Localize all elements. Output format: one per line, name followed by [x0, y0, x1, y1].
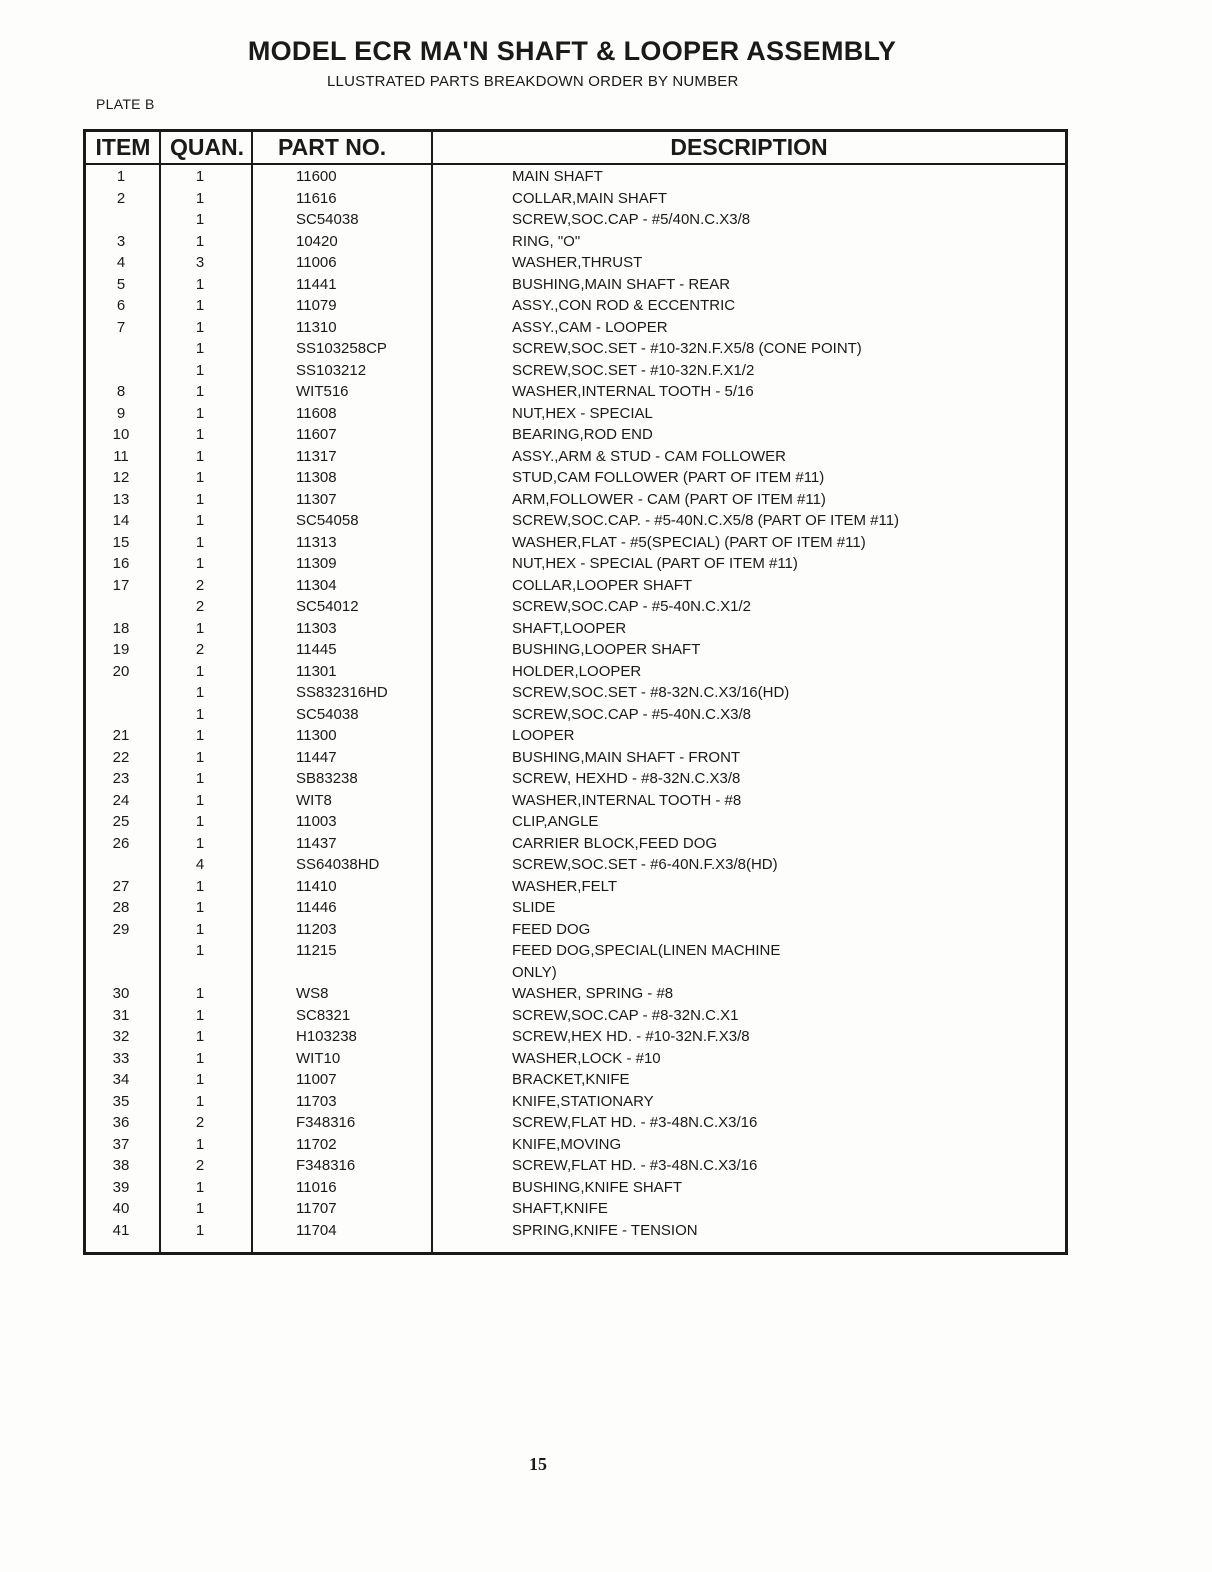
page-subtitle: LLUSTRATED PARTS BREAKDOWN ORDER BY NUMBER	[327, 73, 739, 90]
description-cell: WASHER, SPRING - #8	[512, 985, 674, 1002]
part-number-cell: 11313	[296, 533, 337, 551]
part-number-cell: SS103212	[296, 361, 367, 379]
quantity-cell: 1	[195, 168, 205, 185]
table-row	[0, 897, 1212, 918]
part-number-cell: 11310	[296, 318, 337, 336]
table-row	[0, 747, 1212, 768]
part-number-cell: 11608	[296, 404, 337, 422]
table-row	[0, 553, 1212, 574]
description-cell: SCREW,SOC.CAP - #5-40N.C.X1/2	[512, 598, 751, 615]
item-cell: 30	[112, 985, 130, 1002]
part-number-cell: 11007	[296, 1071, 337, 1088]
part-number-cell: SC54038	[296, 211, 359, 228]
description-cell: KNIFE,MOVING	[512, 1135, 622, 1153]
item-cell: 20	[112, 662, 130, 680]
item-cell: 7	[116, 318, 126, 336]
table-row	[0, 1177, 1212, 1198]
table-row	[0, 489, 1212, 510]
description-cell: COLLAR,LOOPER SHAFT	[512, 576, 693, 594]
item-cell: 38	[112, 1157, 130, 1174]
item-cell: 23	[112, 770, 130, 787]
quantity-cell: 1	[195, 1178, 205, 1196]
description-cell: SHAFT,KNIFE	[512, 1200, 608, 1217]
quantity-cell: 1	[195, 899, 205, 916]
part-number-cell: 11600	[296, 168, 337, 185]
table-row	[0, 338, 1212, 359]
description-cell: SCREW,HEX HD. - #10-32N.F.X3/8	[512, 1028, 750, 1045]
quantity-cell: 1	[195, 555, 205, 572]
description-cell: LOOPER	[512, 727, 575, 744]
part-number-cell: 11300	[296, 727, 337, 744]
part-number-cell: WIT10	[296, 1049, 341, 1067]
quantity-cell: 1	[195, 1221, 205, 1239]
part-number-cell: 11441	[296, 275, 337, 293]
part-number-cell: 11445	[296, 641, 337, 658]
item-cell: 1	[116, 168, 126, 185]
table-row	[0, 596, 1212, 617]
description-cell: NUT,HEX - SPECIAL (PART OF ITEM #11)	[512, 555, 798, 572]
table-row	[0, 166, 1212, 187]
description-cell: SCREW,SOC.SET - #10-32N.F.X5/8 (CONE POINT)	[512, 340, 862, 357]
part-number-cell: 11309	[296, 555, 337, 572]
description-cell: BUSHING,LOOPER SHAFT	[512, 641, 701, 658]
quantity-cell: 1	[195, 1049, 205, 1067]
quantity-cell: 1	[195, 512, 205, 529]
part-number-cell: F348316	[296, 1114, 356, 1131]
part-number-cell: 11003	[296, 813, 337, 830]
table-row	[0, 1069, 1212, 1090]
table-row	[0, 811, 1212, 832]
part-number-cell: 11317	[296, 447, 337, 465]
part-number-cell: SC54058	[296, 512, 359, 529]
table-row	[0, 661, 1212, 682]
table-row	[0, 983, 1212, 1004]
quantity-cell: 1	[195, 942, 205, 959]
quantity-cell: 1	[195, 340, 205, 357]
table-row	[0, 854, 1212, 875]
table-row	[0, 295, 1212, 316]
part-number-cell: 11307	[296, 490, 337, 508]
item-cell: 16	[112, 555, 130, 572]
table-row	[0, 467, 1212, 488]
table-row	[0, 381, 1212, 402]
description-cell: FEED DOG	[512, 920, 591, 938]
table-row	[0, 424, 1212, 445]
item-cell: 40	[112, 1200, 130, 1217]
part-number-cell: WIT516	[296, 383, 349, 400]
quantity-cell: 2	[195, 1114, 205, 1131]
table-row	[0, 1155, 1212, 1176]
item-cell: 25	[112, 813, 130, 830]
item-cell: 2	[116, 189, 126, 207]
description-cell: BUSHING,KNIFE SHAFT	[512, 1178, 683, 1196]
part-number-cell: 11203	[296, 920, 337, 938]
table-row	[0, 919, 1212, 940]
quantity-cell: 1	[195, 834, 205, 852]
table-row	[0, 725, 1212, 746]
table-row	[0, 1220, 1212, 1241]
item-cell: 8	[116, 383, 126, 400]
quantity-cell: 1	[195, 383, 205, 400]
quantity-cell: 1	[195, 985, 205, 1002]
description-cell: SCREW,SOC.CAP. - #5-40N.C.X5/8 (PART OF ITEM #11)	[512, 512, 900, 529]
description-cell: BRACKET,KNIFE	[512, 1071, 630, 1088]
quantity-cell: 1	[195, 318, 205, 336]
quantity-cell: 1	[195, 426, 205, 443]
description-cell: SCREW,SOC.SET - #8-32N.C.X3/16(HD)	[512, 684, 790, 701]
table-row	[0, 1198, 1212, 1219]
table-row	[0, 704, 1212, 725]
table-row	[0, 768, 1212, 789]
description-cell: SCREW,SOC.CAP - #5/40N.C.X3/8	[512, 211, 751, 228]
quantity-cell: 1	[195, 662, 205, 680]
part-number-cell: 11437	[296, 834, 337, 852]
description-cell: WASHER,FELT	[512, 877, 618, 895]
table-row	[0, 532, 1212, 553]
table-row	[0, 1091, 1212, 1112]
description-cell: SLIDE	[512, 899, 556, 916]
part-number-cell: 11006	[296, 254, 337, 271]
description-cell: KNIFE,STATIONARY	[512, 1092, 654, 1110]
quantity-cell: 1	[195, 1028, 205, 1045]
table-row	[0, 1048, 1212, 1069]
table-row	[0, 962, 1212, 983]
part-number-cell: H103238	[296, 1028, 357, 1045]
item-cell: 35	[112, 1092, 130, 1110]
description-cell: ARM,FOLLOWER - CAM (PART OF ITEM #11)	[512, 490, 826, 508]
page-title: MODEL ECR MA'N SHAFT & LOOPER ASSEMBLY	[247, 36, 897, 66]
quantity-cell: 1	[195, 877, 205, 895]
description-cell: SCREW,FLAT HD. - #3-48N.C.X3/16	[512, 1114, 758, 1131]
description-cell: SCREW,SOC.CAP - #5-40N.C.X3/8	[512, 705, 751, 723]
description-cell: ASSY.,CAM - LOOPER	[512, 318, 668, 336]
quantity-cell: 1	[195, 1092, 205, 1110]
quantity-cell: 4	[195, 856, 205, 873]
quantity-cell: 3	[195, 254, 205, 271]
item-cell: 11	[113, 447, 129, 465]
header-divider	[83, 163, 1068, 165]
quantity-cell: 1	[195, 1006, 205, 1024]
item-cell: 14	[112, 512, 130, 529]
table-row	[0, 188, 1212, 209]
item-cell: 24	[112, 791, 130, 809]
quantity-cell: 1	[195, 361, 205, 379]
quantity-cell: 2	[195, 576, 205, 594]
part-number-cell: F348316	[296, 1157, 356, 1174]
item-cell: 27	[112, 877, 130, 895]
column-header-quan: QUAN.	[169, 134, 245, 160]
description-cell: RING, "O"	[512, 232, 581, 250]
part-number-cell: 11079	[296, 297, 337, 314]
quantity-cell: 1	[195, 813, 205, 830]
description-cell: BUSHING,MAIN SHAFT - REAR	[512, 275, 731, 293]
item-cell: 6	[116, 297, 126, 314]
item-cell: 17	[112, 576, 130, 594]
item-cell: 21	[112, 727, 130, 744]
part-number-cell: 11447	[296, 748, 337, 766]
quantity-cell: 1	[195, 232, 205, 250]
description-cell: WASHER,INTERNAL TOOTH - #8	[512, 791, 742, 809]
item-cell: 37	[112, 1135, 130, 1153]
part-number-cell: 11446	[296, 899, 337, 916]
part-number-cell: SS103258CP	[296, 340, 387, 357]
part-number-cell: 11303	[296, 619, 337, 637]
quantity-cell: 2	[195, 1157, 205, 1174]
column-header-item: ITEM	[95, 134, 151, 160]
item-cell: 34	[112, 1071, 130, 1088]
table-row	[0, 446, 1212, 467]
description-cell: WASHER,FLAT - #5(SPECIAL) (PART OF ITEM #11)	[512, 533, 866, 551]
table-row	[0, 575, 1212, 596]
description-cell: BUSHING,MAIN SHAFT - FRONT	[512, 748, 741, 766]
quantity-cell: 1	[195, 490, 205, 508]
item-cell: 29	[112, 920, 130, 938]
part-number-cell: 11616	[296, 189, 337, 207]
quantity-cell: 1	[195, 770, 205, 787]
description-cell: ASSY.,ARM & STUD - CAM FOLLOWER	[512, 447, 786, 465]
table-row	[0, 940, 1212, 961]
table-row	[0, 833, 1212, 854]
part-number-cell: 11707	[296, 1200, 337, 1217]
table-row	[0, 510, 1212, 531]
part-number-cell: 11308	[296, 469, 337, 486]
description-cell: SCREW,FLAT HD. - #3-48N.C.X3/16	[512, 1157, 758, 1174]
part-number-cell: 11410	[296, 877, 337, 895]
quantity-cell: 1	[195, 469, 205, 486]
description-cell: SCREW, HEXHD - #8-32N.C.X3/8	[512, 770, 741, 787]
description-cell: FEED DOG,SPECIAL(LINEN MACHINE	[512, 942, 781, 959]
item-cell: 26	[112, 834, 130, 852]
quantity-cell: 1	[195, 447, 205, 465]
table-row	[0, 790, 1212, 811]
quantity-cell: 1	[195, 791, 205, 809]
part-number-cell: SC8321	[296, 1006, 351, 1024]
description-cell: CLIP,ANGLE	[512, 813, 599, 830]
part-number-cell: WS8	[296, 985, 329, 1002]
part-number-cell: 11607	[296, 426, 337, 443]
item-cell: 22	[112, 748, 130, 766]
description-cell: SHAFT,LOOPER	[512, 619, 627, 637]
part-number-cell: SS64038HD	[296, 856, 380, 873]
description-cell: WASHER,INTERNAL TOOTH - 5/16	[512, 383, 754, 400]
description-cell: ONLY)	[512, 963, 557, 981]
part-number-cell: SC54038	[296, 705, 359, 723]
column-header-description: DESCRIPTION	[670, 134, 828, 160]
description-cell: STUD,CAM FOLLOWER (PART OF ITEM #11)	[512, 469, 825, 486]
description-cell: BEARING,ROD END	[512, 426, 653, 443]
item-cell: 12	[112, 469, 130, 486]
part-number-cell: SC54012	[296, 598, 359, 615]
quantity-cell: 1	[195, 748, 205, 766]
quantity-cell: 1	[195, 404, 205, 422]
column-header-part-no: PART NO.	[278, 134, 387, 160]
table-row	[0, 403, 1212, 424]
description-cell: CARRIER BLOCK,FEED DOG	[512, 834, 718, 852]
table-row	[0, 360, 1212, 381]
description-cell: WASHER,THRUST	[512, 254, 643, 271]
table-row	[0, 317, 1212, 338]
item-cell: 9	[116, 404, 126, 422]
quantity-cell: 1	[195, 920, 205, 938]
part-number-cell: 11704	[296, 1221, 337, 1239]
item-cell: 10	[112, 426, 130, 443]
table-row	[0, 209, 1212, 230]
table-row	[0, 231, 1212, 252]
table-row	[0, 639, 1212, 660]
item-cell: 13	[112, 490, 130, 508]
table-row	[0, 1112, 1212, 1133]
quantity-cell: 2	[195, 598, 205, 615]
quantity-cell: 1	[195, 1200, 205, 1217]
table-row	[0, 1005, 1212, 1026]
quantity-cell: 1	[195, 275, 205, 293]
table-row	[0, 1026, 1212, 1047]
item-cell: 19	[112, 641, 130, 658]
item-cell: 28	[112, 899, 130, 916]
description-cell: SCREW,SOC.SET - #10-32N.F.X1/2	[512, 361, 755, 379]
description-cell: HOLDER,LOOPER	[512, 662, 642, 680]
description-cell: SCREW,SOC.CAP - #8-32N.C.X1	[512, 1006, 739, 1024]
description-cell: NUT,HEX - SPECIAL	[512, 404, 653, 422]
item-cell: 41	[112, 1221, 130, 1239]
description-cell: MAIN SHAFT	[512, 168, 603, 185]
part-number-cell: 11703	[296, 1092, 337, 1110]
page-number: 15	[529, 1454, 547, 1474]
description-cell: WASHER,LOCK - #10	[512, 1049, 661, 1067]
part-number-cell: 11016	[296, 1178, 337, 1196]
item-cell: 3	[116, 232, 126, 250]
description-cell: SCREW,SOC.SET - #6-40N.F.X3/8(HD)	[512, 856, 778, 873]
item-cell: 4	[116, 254, 126, 271]
quantity-cell: 1	[195, 705, 205, 723]
quantity-cell: 1	[195, 189, 205, 207]
description-cell: COLLAR,MAIN SHAFT	[512, 189, 668, 207]
item-cell: 36	[112, 1114, 130, 1131]
quantity-cell: 1	[195, 211, 205, 228]
quantity-cell: 1	[195, 619, 205, 637]
part-number-cell: 11702	[296, 1135, 337, 1153]
item-cell: 31	[112, 1006, 130, 1024]
table-row	[0, 682, 1212, 703]
quantity-cell: 1	[195, 1135, 205, 1153]
table-row	[0, 274, 1212, 295]
quantity-cell: 1	[195, 533, 205, 551]
table-row	[0, 618, 1212, 639]
item-cell: 32	[112, 1028, 130, 1045]
part-number-cell: SB83238	[296, 770, 358, 787]
item-cell: 33	[112, 1049, 130, 1067]
item-cell: 39	[112, 1178, 130, 1196]
table-row	[0, 1134, 1212, 1155]
part-number-cell: 11215	[296, 942, 337, 959]
item-cell: 18	[112, 619, 130, 637]
quantity-cell: 1	[195, 684, 205, 701]
description-cell: SPRING,KNIFE - TENSION	[512, 1221, 698, 1239]
quantity-cell: 1	[195, 297, 205, 314]
item-cell: 5	[116, 275, 126, 293]
table-row	[0, 876, 1212, 897]
quantity-cell: 1	[195, 1071, 205, 1088]
part-number-cell: WIT8	[296, 791, 332, 809]
part-number-cell: 11304	[296, 576, 337, 594]
quantity-cell: 1	[195, 727, 205, 744]
description-cell: ASSY.,CON ROD & ECCENTRIC	[512, 297, 736, 314]
quantity-cell: 2	[195, 641, 205, 658]
item-cell: 15	[112, 533, 130, 551]
table-row	[0, 252, 1212, 273]
part-number-cell: 10420	[296, 232, 338, 250]
part-number-cell: SS832316HD	[296, 684, 388, 701]
plate-label: PLATE B	[96, 96, 155, 112]
part-number-cell: 11301	[296, 662, 337, 680]
